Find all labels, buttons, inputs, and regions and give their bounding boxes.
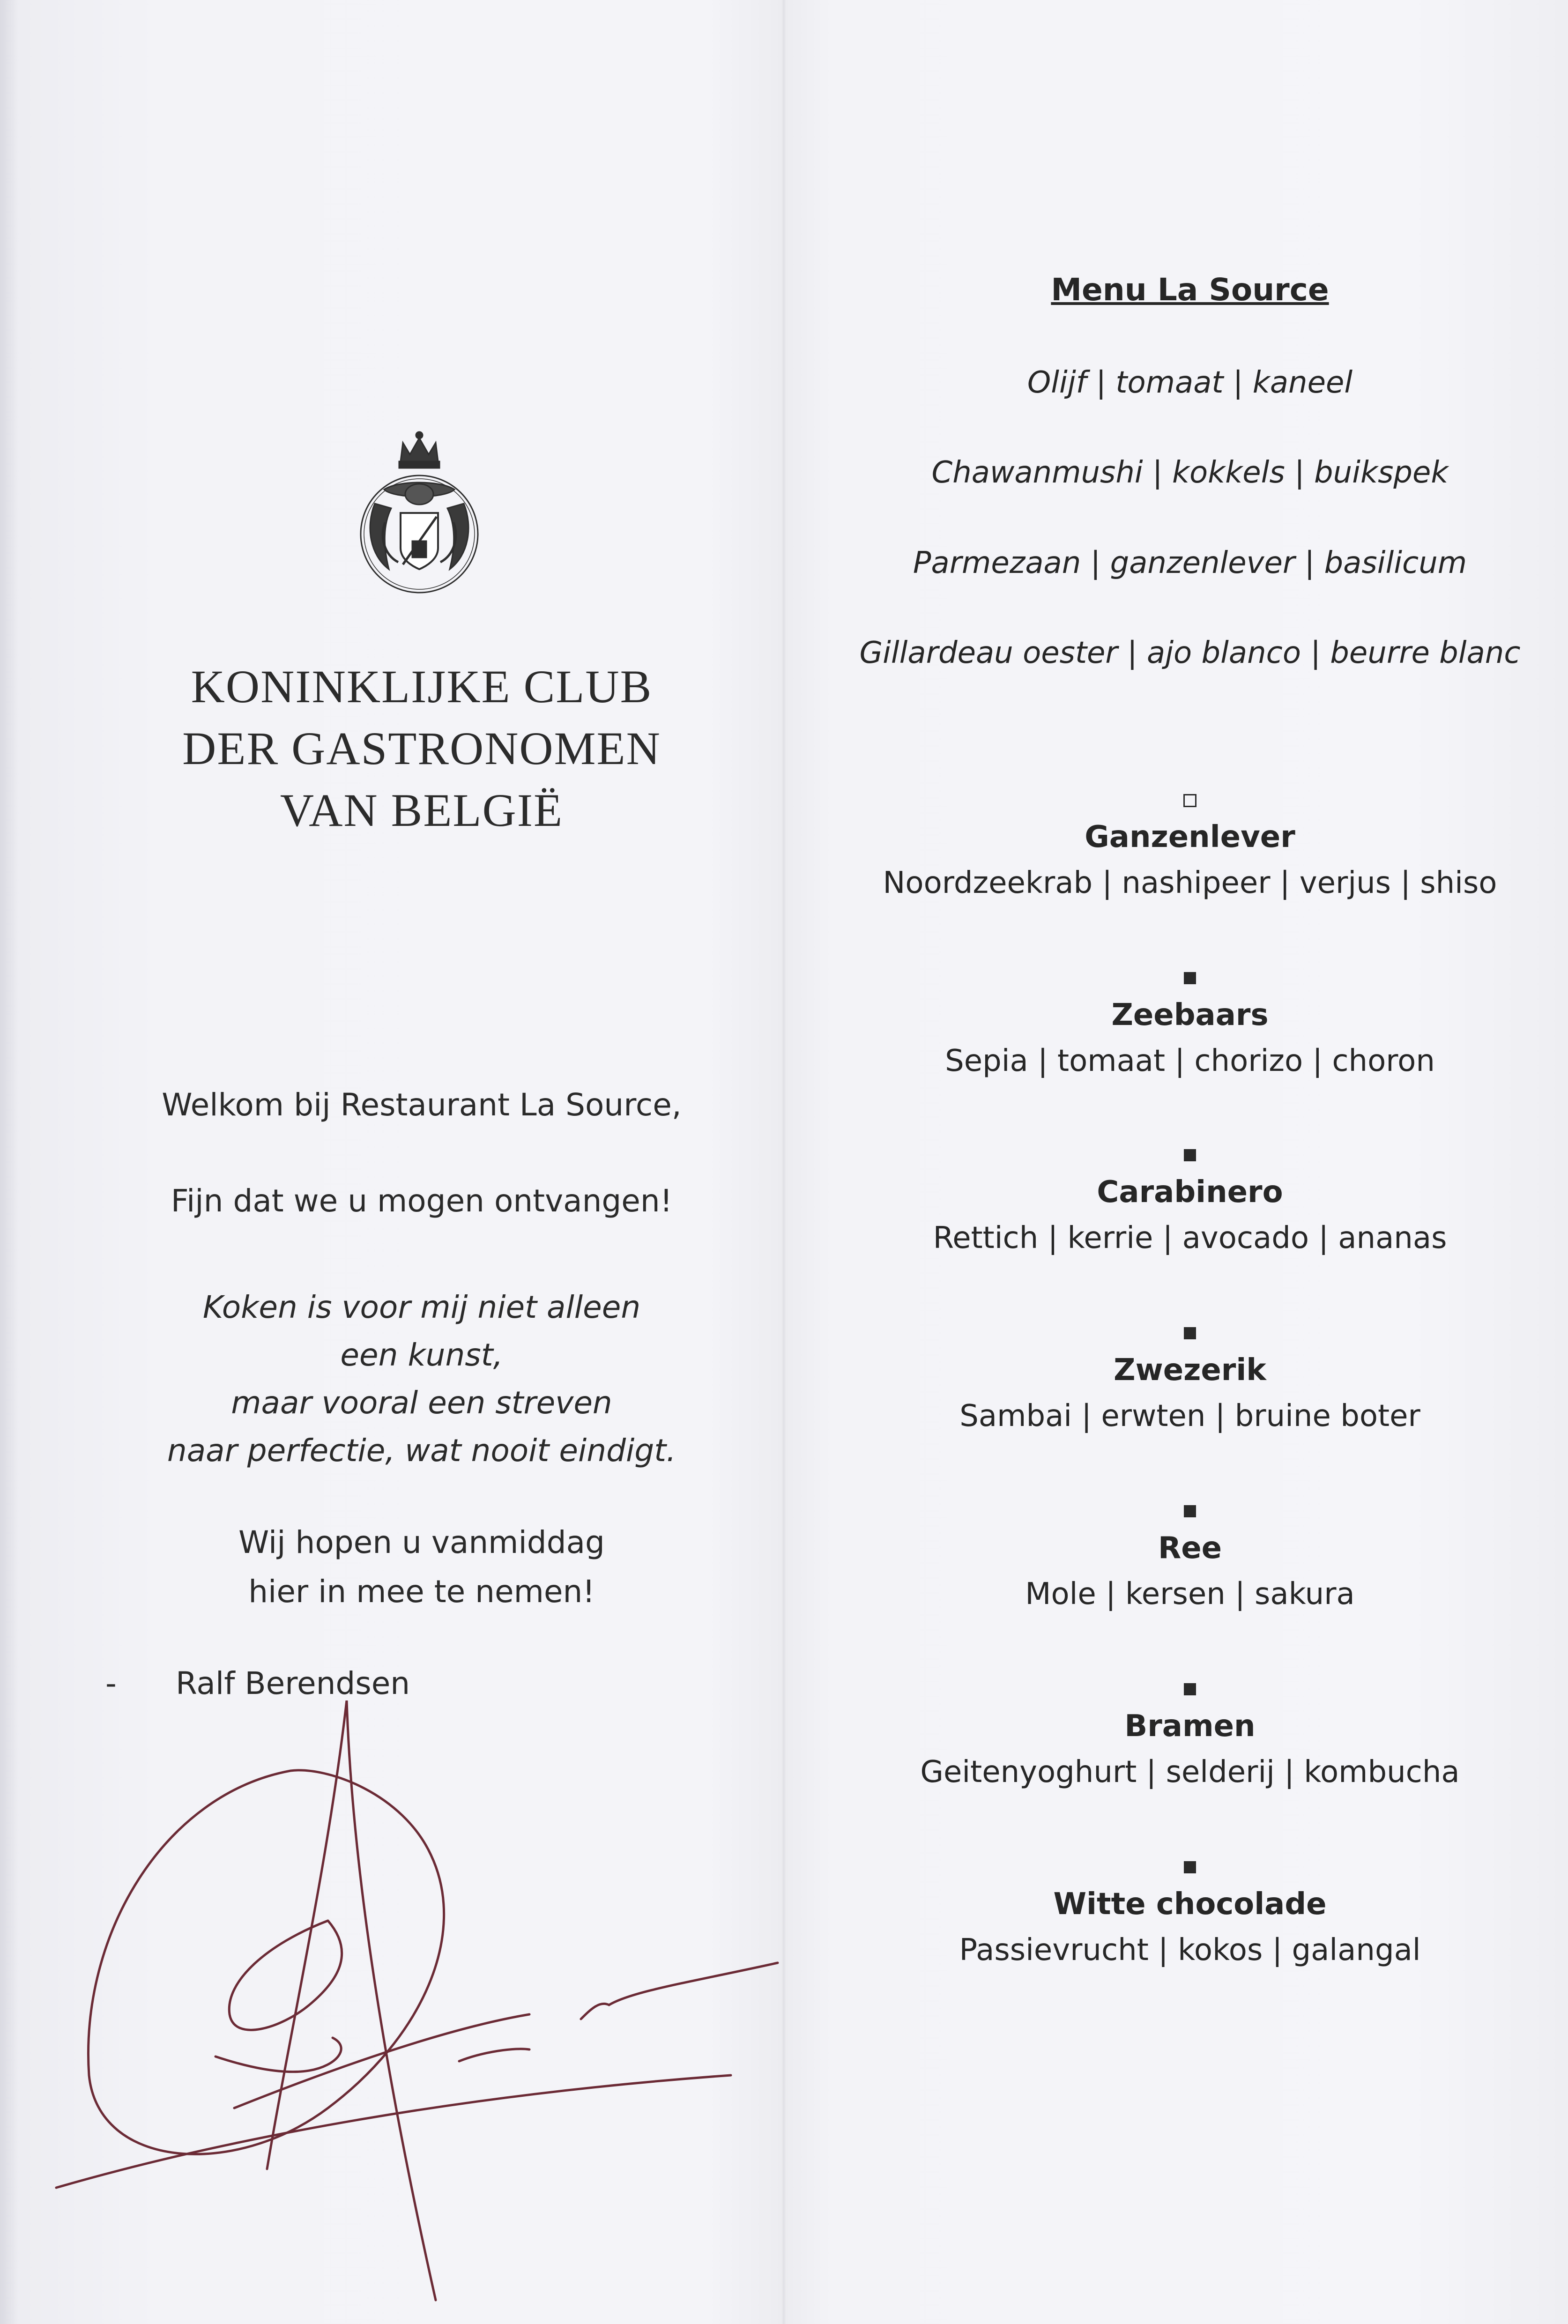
course-desc: Sambai | erwten | bruine boter <box>959 1399 1420 1433</box>
course-marker-icon <box>839 1327 1541 1342</box>
menu-title: Menu La Source <box>1051 272 1329 308</box>
club-name-line-3: VAN BELGIË <box>280 784 564 836</box>
course-name: Zeebaars <box>1111 998 1269 1032</box>
club-name-line-1: KONINKLIJKE CLUB <box>191 661 653 713</box>
club-name <box>70 656 773 841</box>
amuse-3: Parmezaan | ganzenlever | basilicum <box>913 546 1467 580</box>
hope-line: hier in mee te nemen! <box>248 1574 595 1610</box>
club-crest-icon <box>356 429 483 595</box>
amuse-4: Gillardeau oester | ajo blanco | beurre blanc <box>859 636 1521 670</box>
hope-line: Wij hopen u vanmiddag <box>238 1524 605 1560</box>
course-marker-icon <box>839 1149 1541 1164</box>
welcome-fijn: Fijn dat we u mogen ontvangen! <box>171 1183 673 1219</box>
quote-line: Koken is voor mij niet alleen <box>202 1289 641 1325</box>
course-marker-icon <box>839 1861 1541 1876</box>
chef-quote <box>117 1284 726 1475</box>
course-desc: Noordzeekrab | nashipeer | verjus | shiso <box>883 866 1497 900</box>
course-marker-icon <box>839 1683 1541 1698</box>
course-name: Zwezerik <box>1114 1353 1266 1388</box>
course-name: Ree <box>1158 1531 1222 1566</box>
course-desc: Passievrucht | kokos | galangal <box>959 1933 1421 1968</box>
paper-edge <box>0 0 19 2324</box>
course-marker-icon <box>839 1505 1541 1520</box>
quote-line: maar vooral een streven <box>231 1385 612 1421</box>
course-name: Witte chocolade <box>1053 1887 1327 1922</box>
course-marker-open-icon <box>839 794 1541 809</box>
handwritten-signature <box>47 1700 796 2309</box>
course-desc: Sepia | tomaat | chorizo | choron <box>945 1044 1435 1078</box>
course-name: Bramen <box>1124 1709 1256 1744</box>
signer-name: Ralf Berendsen <box>176 1665 410 1701</box>
course-name: Carabinero <box>1097 1175 1283 1210</box>
welcome-greeting: Welkom bij Restaurant La Source, <box>162 1087 682 1123</box>
signer-line <box>105 1665 410 1701</box>
signer-dash: - <box>105 1665 117 1701</box>
course-desc: Rettich | kerrie | avocado | ananas <box>933 1221 1447 1255</box>
amuse-2: Chawanmushi | kokkels | buikspek <box>931 455 1449 490</box>
course-desc: Mole | kersen | sakura <box>1025 1577 1355 1611</box>
club-name-line-2: DER GASTRONOMEN <box>182 722 661 774</box>
course-name: Ganzenlever <box>1085 820 1295 854</box>
course-marker-icon <box>839 972 1541 987</box>
amuse-1: Olijf | tomaat | kaneel <box>1027 365 1353 400</box>
course-desc: Geitenyoghurt | selderij | kombucha <box>920 1755 1460 1789</box>
quote-line: een kunst, <box>340 1337 503 1373</box>
quote-line: naar perfectie, wat nooit eindigt. <box>167 1433 676 1469</box>
welcome-hope <box>117 1518 726 1616</box>
